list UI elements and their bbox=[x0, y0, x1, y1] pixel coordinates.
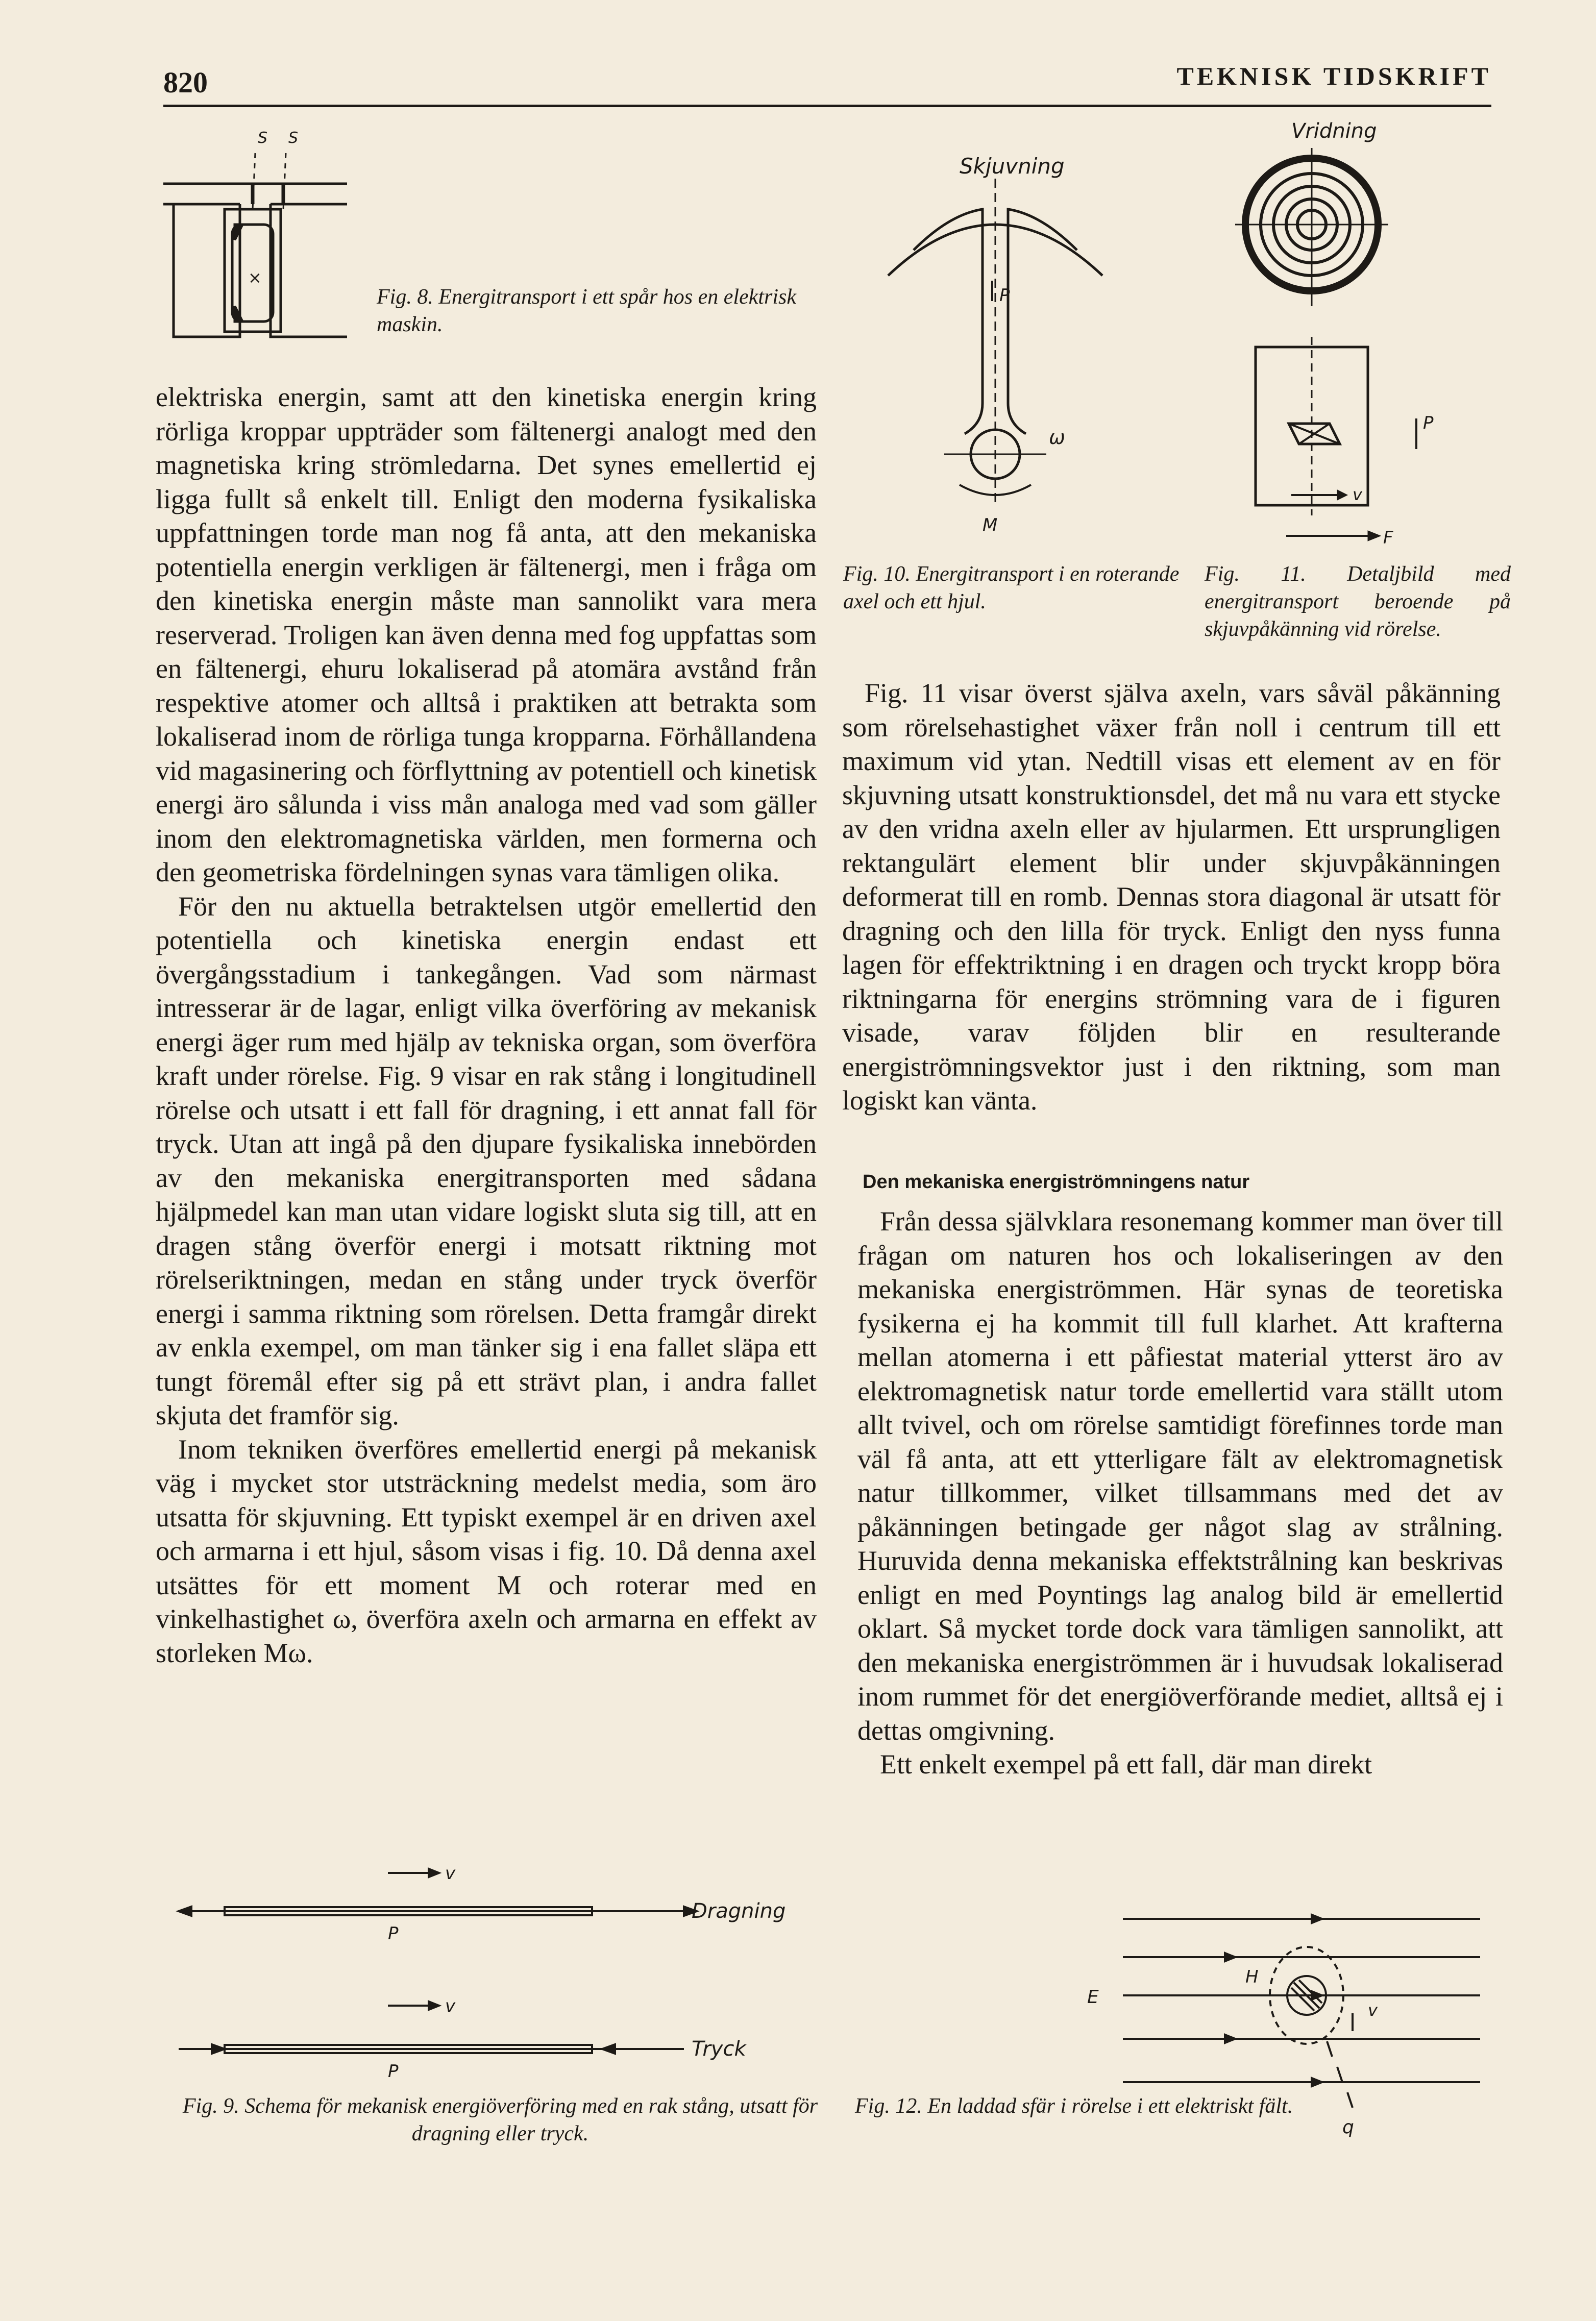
fig12-caption: Fig. 12. En laddad sfär i rörelse i ett elektriskt fält. bbox=[855, 2094, 1293, 2118]
fig9-label-p-top: P bbox=[388, 1923, 399, 1944]
fig8-caption: Fig. 8. Energitransport i ett spår hos en elektrisk maskin. bbox=[377, 285, 797, 336]
right-text-fig11-paragraph bbox=[842, 676, 1501, 1118]
fig9-label-v-top: v bbox=[445, 1863, 456, 1884]
fig12-label-h: H bbox=[1245, 1967, 1259, 1987]
left-paragraph: Inom tekniken överföres emellertid energi på mekanisk väg i mycket stor utsträckning medelst media, som äro utsatta för skjuvning. Ett typiskt exempel är en driven axel och armarna i ett hjul, såsom visas i fig. 10. Då denna axel utsättes för ett moment M och roterar med en vinkelhastighet ω, överföra axeln och armarna en effekt av storleken Mω. bbox=[156, 1434, 817, 1668]
right-paragraph: Ett enkelt exempel på ett fall, där man direkt bbox=[880, 1749, 1372, 1780]
fig11-label-p: P bbox=[1423, 413, 1434, 433]
left-paragraph: elektriska energin, samt att den kinetiska energin kring rörliga kroppar uppträder som fältenergi analogt med den magnetiska kring strömledarna. Det synes emellertid ej ligga fullt så enkelt till. Enligt den moderna fysikaliska uppfattningen torde man nog få anta, att den mekaniska potentiella energin verkligen är fältenergi, men i fråga om den kinetiska energin måste man sannolikt vara mera reserverad. Troligen kan även denna med fog uppfattas som en fältenergi, ehuru lokaliserad på atomära avstånd från respektive atomer och alltså i praktiken att betrakta som lokaliserad inom de rörliga tunga kropparna. Förhållandena vid magasinering och förflyttning av potentiell och kinetisk energi äro sålunda i viss mån analoga med vad som gäller inom den elektromagnetiska världen, men formerna och den geometriska fördelningen synas vara tämligen olika. bbox=[156, 382, 817, 887]
page-number: 820 bbox=[163, 66, 208, 99]
fig10-title: Skjuvning bbox=[960, 154, 1065, 179]
fig12-label-v: v bbox=[1368, 2001, 1378, 2020]
fig8-label-x: × bbox=[248, 268, 262, 287]
fig10-shaft-wheel-diagram bbox=[868, 138, 1153, 556]
section-heading: Den mekaniska energiströmningens natur bbox=[863, 1171, 1250, 1193]
right-text-column bbox=[857, 1204, 1503, 1782]
fig10-caption: Fig. 10. Energitransport i en roterande axel och ett hjul. bbox=[843, 562, 1180, 613]
fig10-label-p: P bbox=[999, 285, 1010, 306]
header-rule bbox=[163, 105, 1491, 107]
right-paragraph: Fig. 11 visar överst själva axeln, vars såväl påkänning som rörelsehastighet växer från noll i centrum till ett maximum vid ytan. Nedtill visas ett element av en för skjuvning utsatt konstruktionsdel, det må nu vara ett stycke av den vridna axeln eller av hjularmen. Ett ursprungligen rektangulärt element blir under skjuvpåkänningen deformerat till en romb. Dennas stora diagonal är utsatt för dragning och den lilla för tryck. Enligt den nyss funna lagen för effektriktning i en dragen och tryckt kropp böra riktningarna för energins strömning vara de i figuren visade, varav följden blir en resulterande energiströmningsvektor just i den riktning, som man logiskt kan vänta. bbox=[842, 678, 1501, 1116]
right-paragraph: Från dessa självklara resonemang kommer man över till frågan om naturen hos och lokaliseringen av den mekaniska energiströmmen. Här synas de teoretiska fysikerna ej ha kommit till full klarhet. Att krafterna mellan atomerna i ett påfiestat material ytterst äro av elektromagnetisk natur torde emellertid vara ställt utom allt tvivel, och om rörelse samtidigt förefinnes torde man väl få anta, att ett ytterligare fält av elektromagnetisk natur tillkommer, vilket tillsammans med det av påkänningen betingade ger något slag av strålning. Huruvida denna mekaniska effektstrålning kan beskrivas enligt en med Poyntings lag analog bild är emellertid oklart. Så mycket torde dock vara tämligen sannolikt, att den mekaniska energiströmmen är i huvudsak lokaliserad inom rummet för det energiöverförande mediet, alltså ej i dettas omgivning. bbox=[857, 1206, 1503, 1746]
left-text-column bbox=[156, 380, 817, 1670]
fig11-label-v: v bbox=[1353, 485, 1362, 504]
fig11-label-f: F bbox=[1383, 528, 1393, 548]
fig11-title: Vridning bbox=[1291, 119, 1377, 143]
fig9-label-tryck: Tryck bbox=[692, 2037, 746, 2061]
fig11-caption: Fig. 11. Detaljbild med energitransport beroende på skjuvpåkänning vid rörelse. bbox=[1205, 562, 1511, 641]
fig9-label-p-bottom: P bbox=[388, 2061, 399, 2082]
fig9-rod-diagram bbox=[174, 1858, 832, 2082]
fig12-label-q: q bbox=[1342, 2117, 1354, 2138]
fig12-label-e: E bbox=[1087, 1987, 1099, 2008]
fig11-shear-element-diagram bbox=[1235, 119, 1521, 556]
fig9-label-v-bottom: v bbox=[445, 1996, 456, 2016]
fig8-label-s2: S bbox=[288, 129, 299, 147]
fig10-label-m: M bbox=[983, 515, 998, 535]
fig10-label-omega: ω bbox=[1049, 426, 1065, 449]
fig8-slot-diagram bbox=[163, 122, 367, 347]
fig9-caption: Fig. 9. Schema för mekanisk energiöverföring med en rak stång, utsatt för dragning eller tryck. bbox=[182, 2094, 818, 2145]
left-paragraph: För den nu aktuella betraktelsen utgör emellertid den potentiella och kinetiska energin endast ett övergångsstadium i tankegången. Vad som närmast intresserar är de lagar, enligt vilka överföring av mekanisk energi äger rum med hjälp av tekniska organ, som överföra kraft under rörelse. Fig. 9 visar en rak stång i longitudinell rörelse och utsatt i ett fall för dragning, i ett annat fall för tryck. Utan att ingå på den djupare fysikaliska innebörden av den mekaniska energitransporten med sådana hjälpmedel kan man utan vidare logiskt sluta sig till, att en dragen stång överför energi i motsatt riktning mot rörelseriktningen, medan en stång under tryck överför energi i samma riktning som rörelsen. Detta framgår direkt av enkla exempel, om man tänker sig i ena fallet släpa ett tungt föremål efter sig på ett strävt plan, i andra fallet skjuta det framför sig. bbox=[156, 891, 817, 1430]
fig9-label-dragning: Dragning bbox=[692, 1899, 786, 1923]
journal-title: TEKNISK TIDSKRIFT bbox=[1176, 62, 1491, 90]
fig8-label-s1: S bbox=[258, 129, 268, 147]
